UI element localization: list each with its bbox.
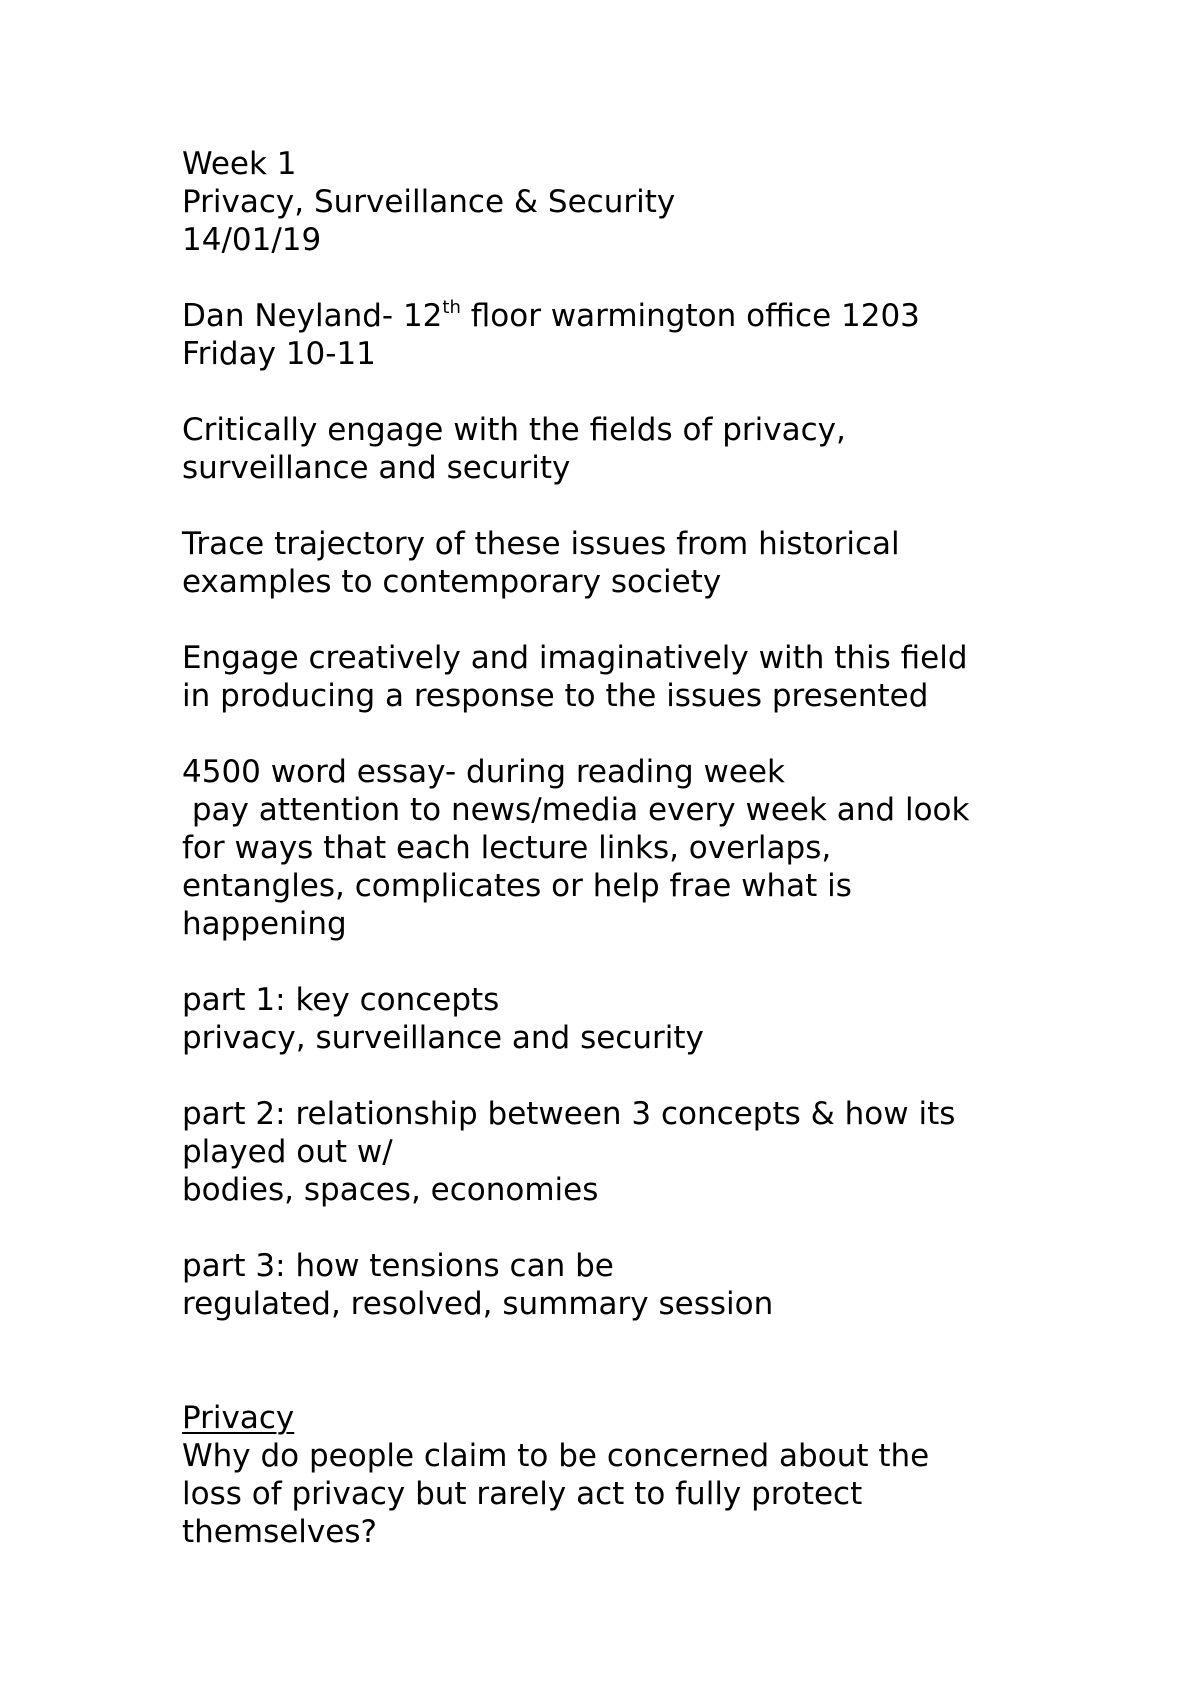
part-2-title: part 2: relationship between 3 concepts & how its bbox=[182, 1096, 956, 1132]
lecturer-contact bbox=[182, 297, 1082, 335]
assessment-line-2: pay attention to news/media every week and look bbox=[182, 792, 970, 828]
privacy-question-line-2: loss of privacy but rarely act to fully protect bbox=[182, 1476, 863, 1512]
part-1-body: privacy, surveillance and security bbox=[182, 1020, 704, 1056]
aim-2-line-2: examples to contemporary society bbox=[182, 564, 722, 600]
notes-body bbox=[182, 145, 1082, 1551]
part-1-title: part 1: key concepts bbox=[182, 982, 500, 1018]
assessment-line-1: 4500 word essay- during reading week bbox=[182, 754, 785, 790]
part-2-line-2: played out w/ bbox=[182, 1134, 393, 1170]
part-3-body: regulated, resolved, summary session bbox=[182, 1286, 774, 1322]
lecture-date: 14/01/19 bbox=[182, 222, 322, 258]
aim-3-line-2: in producing a response to the issues presented bbox=[182, 678, 929, 714]
assessment-line-4: entangles, complicates or help frae what is bbox=[182, 868, 852, 904]
assessment-line-5: happening bbox=[182, 906, 347, 942]
privacy-question-line-3: themselves? bbox=[182, 1514, 377, 1550]
lecturer-name: Dan Neyland- 12 bbox=[182, 298, 443, 334]
privacy-question-line-1: Why do people claim to be concerned about the bbox=[182, 1438, 930, 1474]
office-hours: Friday 10-11 bbox=[182, 336, 376, 372]
part-3-title: part 3: how tensions can be bbox=[182, 1248, 614, 1284]
aim-2-line-1: Trace trajectory of these issues from historical bbox=[182, 526, 900, 562]
privacy-heading: Privacy bbox=[182, 1400, 295, 1436]
aim-3-line-1: Engage creatively and imaginatively with this field bbox=[182, 640, 968, 676]
part-2-body: bodies, spaces, economies bbox=[182, 1172, 599, 1208]
office-location: floor warmington office 1203 bbox=[460, 298, 920, 334]
aim-1-line-2: surveillance and security bbox=[182, 450, 571, 486]
module-title: Privacy, Surveillance & Security bbox=[182, 184, 676, 220]
week-heading: Week 1 bbox=[182, 146, 297, 182]
ordinal-suffix: th bbox=[442, 296, 461, 318]
aim-1-line-1: Critically engage with the fields of privacy, bbox=[182, 412, 846, 448]
assessment-line-3: for ways that each lecture links, overlaps, bbox=[182, 830, 832, 866]
